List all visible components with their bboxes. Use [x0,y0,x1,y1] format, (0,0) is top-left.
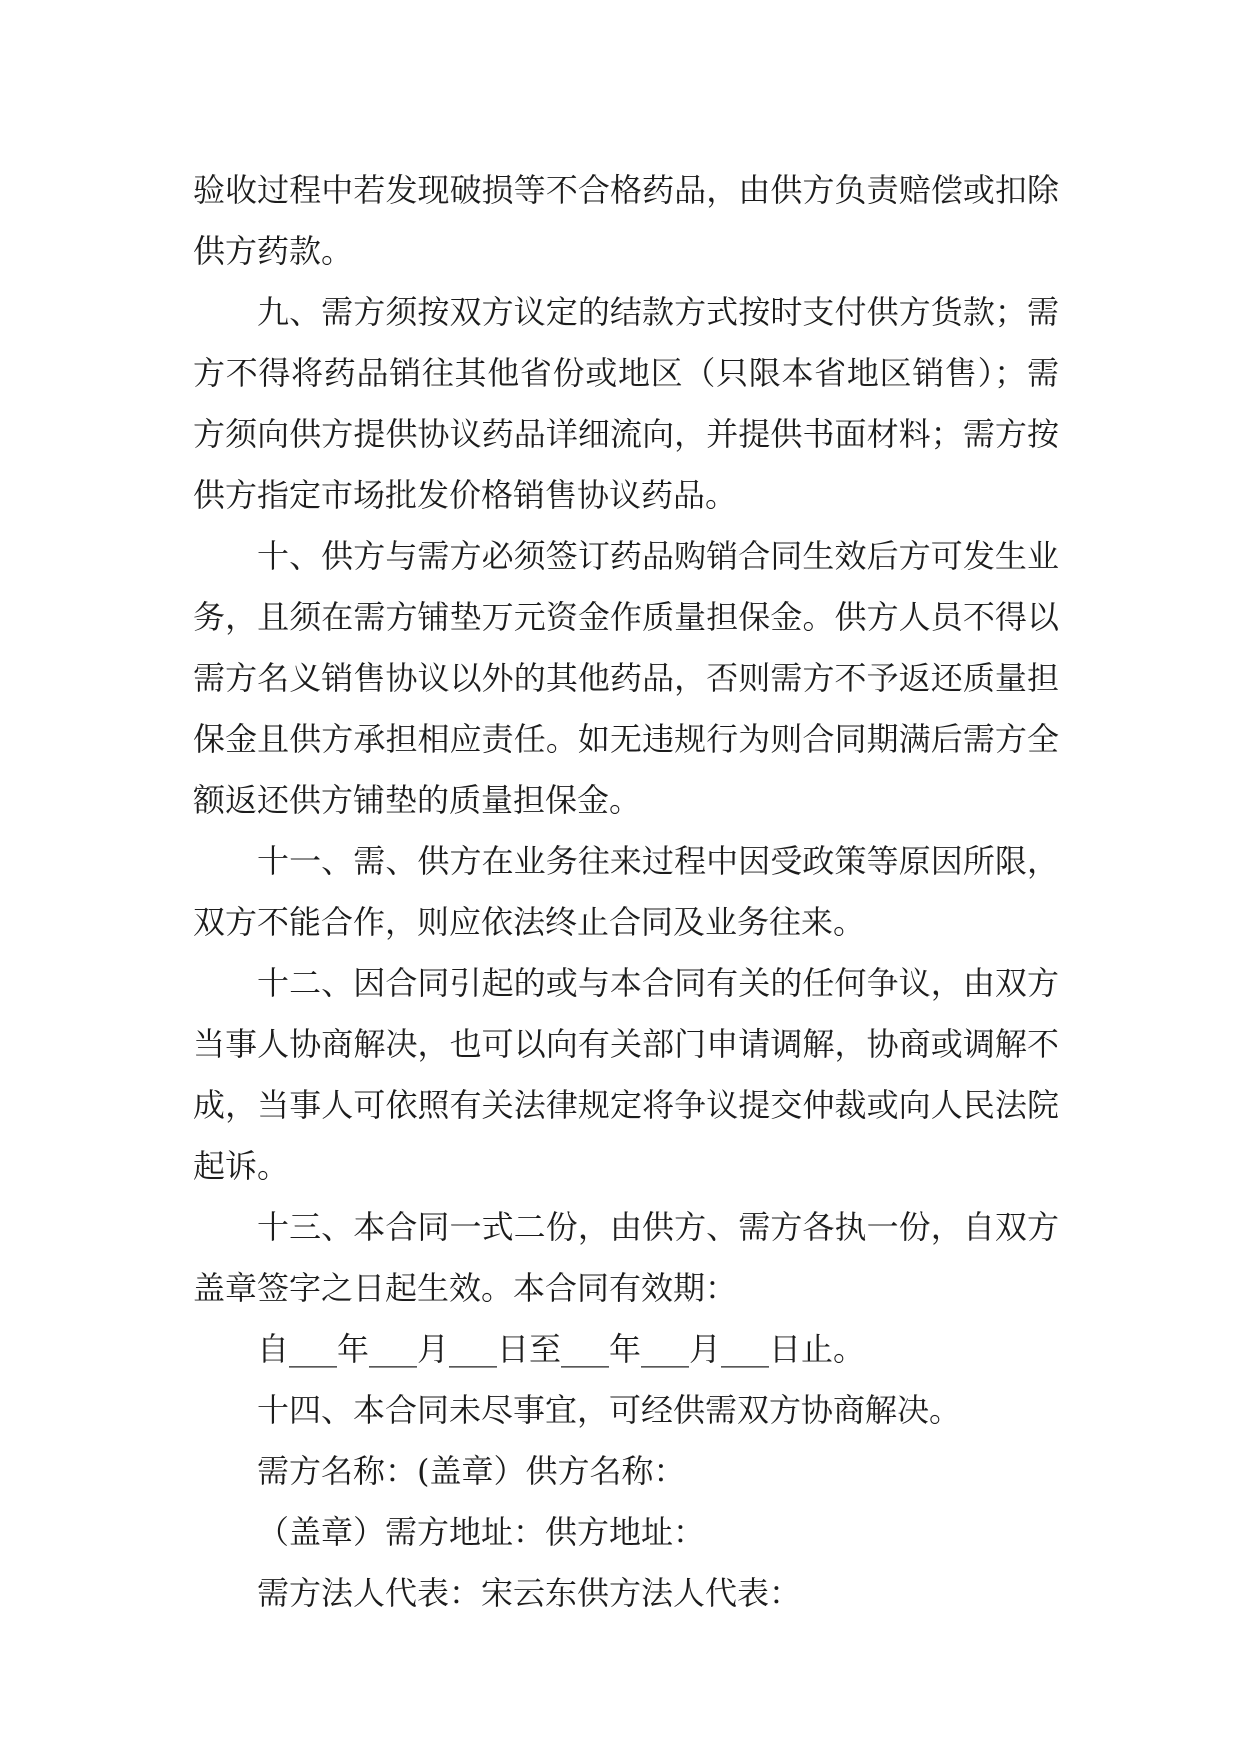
party-name-line: 需方名称：(盖章）供方名称： [257,1452,686,1490]
paragraph-clause-12: 十二、因合同引起的或与本合同有关的任何争议，由双方当事人协商解决，也可以向有关部门申请调解，协商或调解不成，当事人可依照有关法律规定将争议提交仲裁或向人民法院起诉。 [193,964,1059,1185]
paragraph-continued: 验收过程中若发现破损等不合格药品，由供方负责赔偿或扣除供方药款。 [193,171,1059,270]
party-address-line: （盖章）需方地址：供方地址： [257,1513,706,1551]
validity-term-line: 自___年___月___日至___年___月___日止。 [257,1330,866,1368]
paragraph-clause-10: 十、供方与需方必须签订药品购销合同生效后方可发生业务，且须在需方铺垫万元资金作质量担保金。供方人员不得以需方名义销售协议以外的其他药品，否则需方不予返还质量担保金且供方承担相应责任。如无违规行为则合同期满后需方全额返还供方铺垫的质量担保金。 [193,537,1059,819]
paragraph-clause-14: 十四、本合同未尽事宜，可经供需双方协商解决。 [257,1391,962,1429]
paragraph-clause-9: 九、需方须按双方议定的结款方式按时支付供方货款；需方不得将药品销往其他省份或地区（只限本省地区销售）；需方须向供方提供协议药品详细流向，并提供书面材料；需方按供方指定市场批发价格销售协议药品。 [193,293,1059,514]
legal-representative-line: 需方法人代表：宋云东供方法人代表： [257,1574,802,1612]
document-body [193,160,1059,1624]
paragraph-clause-11: 十一、需、供方在业务往来过程中因受政策等原因所限，双方不能合作，则应依法终止合同及业务往来。 [193,842,1059,941]
paragraph-clause-13: 十三、本合同一式二份，由供方、需方各执一份，自双方盖章签字之日起生效。本合同有效期： [193,1208,1059,1307]
